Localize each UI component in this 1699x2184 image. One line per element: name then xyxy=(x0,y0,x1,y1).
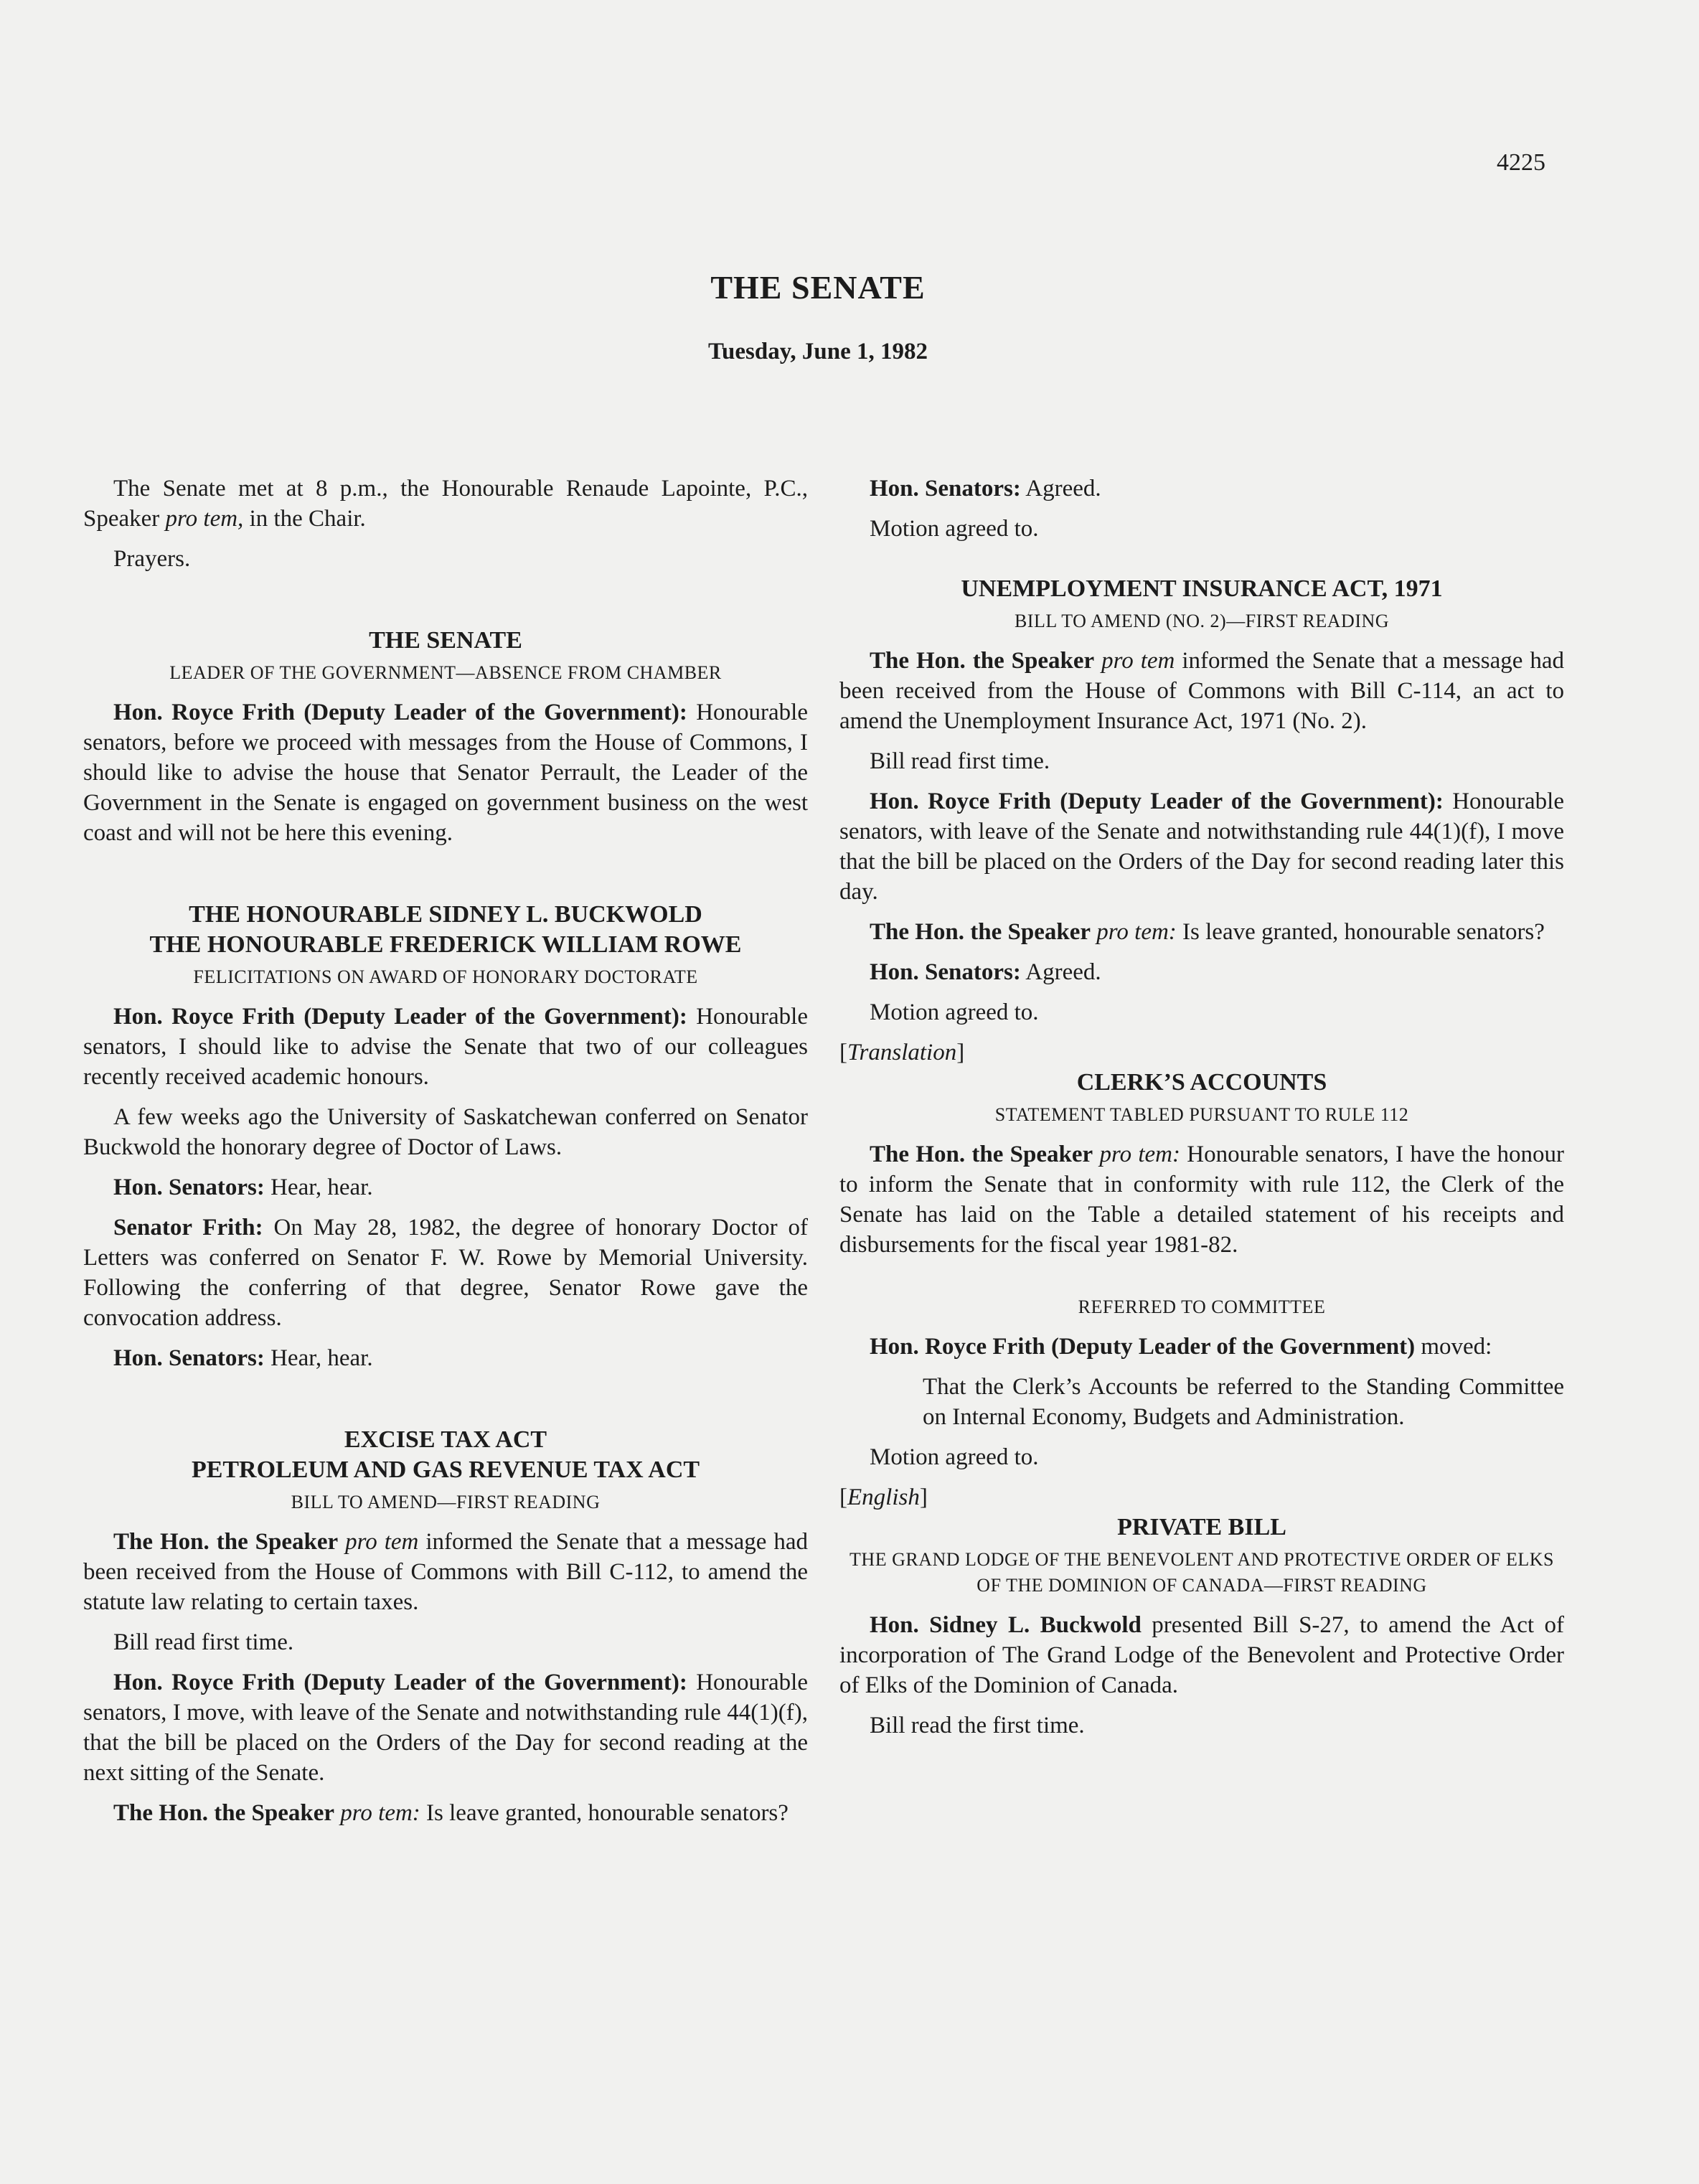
left-column xyxy=(83,474,808,1838)
section-subheading-clerk-statement: STATEMENT TABLED PURSUANT TO RULE 112 xyxy=(994,1104,1409,1125)
unemployment-agreed-paragraph: Hon. Senators: Agreed. xyxy=(870,959,1101,985)
section-heading-clerk: CLERK’S ACCOUNTS xyxy=(1076,1069,1327,1096)
unemployment-message-paragraph: The Hon. the Speaker pro tem informed the Senate that a message had been received from the House of Commons with Bill C-114, an act to amend the Unemployment Insurance Act, 1971 (No. 2). xyxy=(839,648,1565,734)
private-bill-first-time: Bill read the first time. xyxy=(870,1713,1085,1738)
clerk-motion-agreed: Motion agreed to. xyxy=(870,1444,1039,1470)
english-marker: [English] xyxy=(839,1484,928,1510)
excise-first-time-paragraph: Bill read first time. xyxy=(113,1629,294,1655)
unemployment-leave-paragraph: The Hon. the Speaker pro tem: Is leave granted, honourable senators? xyxy=(870,919,1545,945)
right-column xyxy=(839,474,1564,1751)
section-subheading-felicitations: FELICITATIONS ON AWARD OF HONORARY DOCTORATE xyxy=(193,966,698,987)
frith-honours-paragraph: Hon. Royce Frith (Deputy Leader of the Government): Honourable senators, I should like to advise the Senate that two of our colleagues recently received academic honours. xyxy=(83,1004,808,1090)
section-heading-buckwold: THE HONOURABLE SIDNEY L. BUCKWOLD xyxy=(189,901,702,928)
section-heading-senate: THE SENATE xyxy=(369,627,522,654)
page-title: THE SENATE xyxy=(710,269,926,306)
section-subheading-leader-absence: LEADER OF THE GOVERNMENT—ABSENCE FROM CHAMBER xyxy=(169,662,722,683)
excise-leave-paragraph: The Hon. the Speaker pro tem: Is leave granted, honourable senators? xyxy=(113,1800,789,1826)
section-subheading-referred: REFERRED TO COMMITTEE xyxy=(1078,1296,1326,1317)
sitting-date: Tuesday, June 1, 1982 xyxy=(708,339,928,364)
section-heading-unemployment: UNEMPLOYMENT INSURANCE ACT, 1971 xyxy=(961,575,1443,602)
unemployment-motion-agreed: Motion agreed to. xyxy=(870,999,1039,1025)
motion-agreed-top: Motion agreed to. xyxy=(870,516,1039,542)
clerk-frith-moved-paragraph: Hon. Royce Frith (Deputy Leader of the Government) moved: xyxy=(870,1334,1492,1360)
saskatchewan-paragraph: A few weeks ago the University of Saskatchewan conferred on Senator Buckwold the honorary degree of Doctor of Laws. xyxy=(83,1104,808,1160)
frith-absence-paragraph: Hon. Royce Frith (Deputy Leader of the Government): Honourable senators, before we proceed with messages from the House of Commons, I should like to advise the house that Senator Perrault, the Leader of the Government in the Senate is engaged on government business on the west coast and will not be here this evening. xyxy=(83,700,808,846)
clerk-motion-quote: That the Clerk’s Accounts be referred to the Standing Committee on Internal Economy, Budgets and Administration. xyxy=(923,1374,1564,1430)
section-heading-private-bill: PRIVATE BILL xyxy=(1117,1514,1286,1540)
agreed-paragraph-top: Hon. Senators: Agreed. xyxy=(870,476,1101,502)
section-subheading-unemployment-reading: BILL TO AMEND (NO. 2)—FIRST READING xyxy=(1014,611,1390,631)
excise-message-paragraph: The Hon. the Speaker pro tem informed the Senate that a message had been received from the House of Commons with Bill C-112, to amend the statute law relating to certain taxes. xyxy=(83,1529,809,1615)
section-heading-petroleum: PETROLEUM AND GAS REVENUE TAX ACT xyxy=(191,1456,700,1483)
unemployment-first-time-paragraph: Bill read first time. xyxy=(870,748,1050,774)
section-heading-excise: EXCISE TAX ACT xyxy=(344,1426,547,1453)
section-heading-rowe: THE HONOURABLE FREDERICK WILLIAM ROWE xyxy=(149,931,742,958)
section-subheading-excise-reading: BILL TO AMEND—FIRST READING xyxy=(291,1492,601,1512)
buckwold-bill-paragraph: Hon. Sidney L. Buckwold presented Bill S-27, to amend the Act of incorporation of The Grand Lodge of the Benevolent and Protective Order of Elks of the Dominion of Canada. xyxy=(839,1612,1565,1698)
unemployment-frith-motion-paragraph: Hon. Royce Frith (Deputy Leader of the Government): Honourable senators, with leave of the Senate and notwithstanding rule 44(1)(f), I move that the bill be placed on the Orders of the Day for second reading later this day. xyxy=(839,789,1564,905)
section-subheading-grand-lodge: THE GRAND LODGE OF THE BENEVOLENT AND PROTECTIVE ORDER OF ELKS OF THE DOMINION OF CANADA—FIRST READING xyxy=(850,1549,1554,1596)
hear-hear-paragraph-1: Hon. Senators: Hear, hear. xyxy=(113,1175,373,1200)
excise-frith-motion-paragraph: Hon. Royce Frith (Deputy Leader of the Government): Honourable senators, I move, with leave of the Senate and notwithstanding rule 44(1)(f), that the bill be placed on the Orders of the Day for second reading at the next sitting of the Senate. xyxy=(83,1670,808,1786)
page-number: 4225 xyxy=(1497,149,1545,176)
prayers-paragraph: Prayers. xyxy=(113,546,191,572)
opening-paragraph: The Senate met at 8 p.m., the Honourable Renaude Lapointe, P.C., Speaker pro tem, in the Chair. xyxy=(83,476,808,532)
frith-rowe-paragraph: Senator Frith: On May 28, 1982, the degree of honorary Doctor of Letters was conferred on Senator F. W. Rowe by Memorial University. Following the conferring of that degree, Senator Rowe gave the convocation address. xyxy=(83,1215,808,1331)
clerk-speaker-paragraph: The Hon. the Speaker pro tem: Honourable senators, I have the honour to inform the Senate that in conformity with rule 112, the Clerk of the Senate has laid on the Table a detailed statement of his receipts and disbursements for the fiscal year 1981-82. xyxy=(839,1142,1564,1258)
translation-marker: [Translation] xyxy=(839,1040,965,1065)
hear-hear-paragraph-2: Hon. Senators: Hear, hear. xyxy=(113,1345,373,1371)
